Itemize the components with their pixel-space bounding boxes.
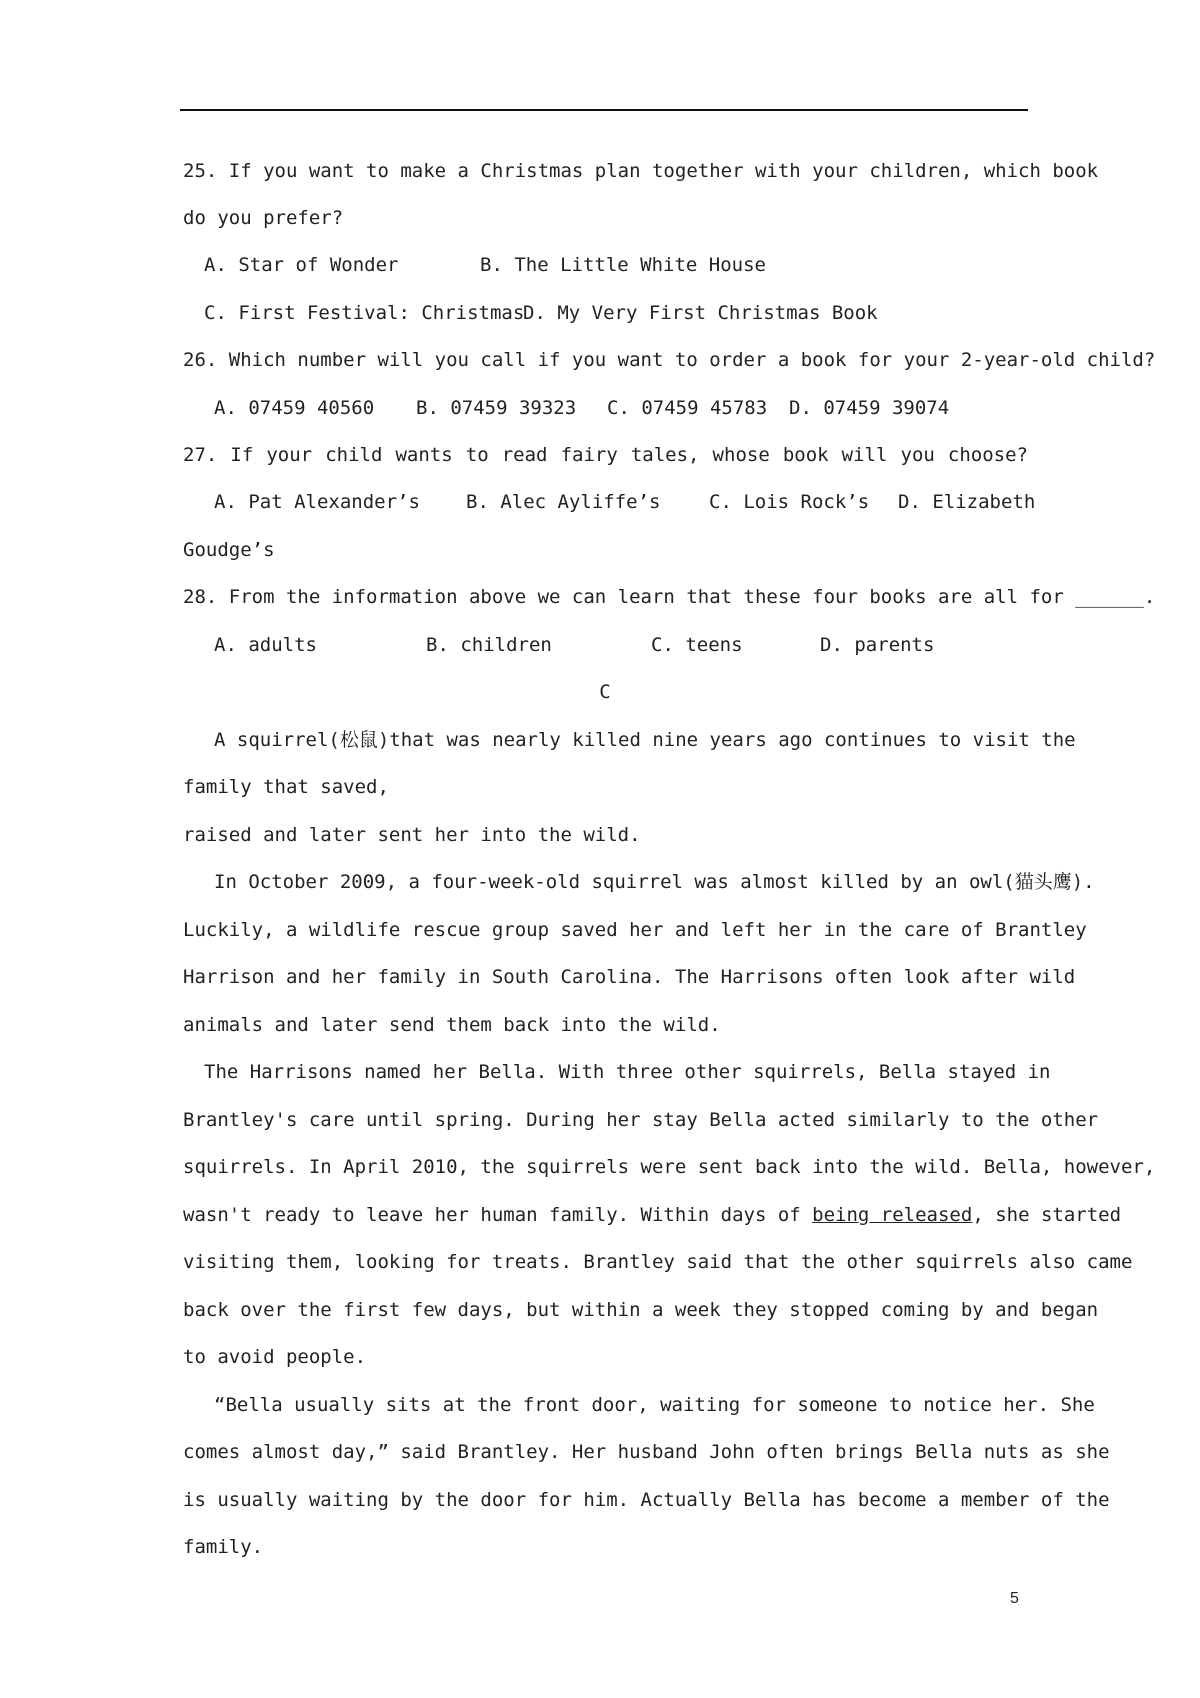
passage-p1-line3: raised and later sent her into the wild. [183,824,641,846]
q26-option-a: A. 07459 40560 [214,397,375,419]
q25-option-a: A. Star of Wonder [204,254,399,276]
passage-p3-line1: The Harrisons named her Bella. With three other squirrels, Bella stayed in [204,1061,1051,1083]
q25-stem-line1: 25. If you want to make a Christmas plan together with your children, which book [183,160,1099,182]
q28-stem: 28. From the information above we can learn that these four books are all for ______. [183,586,1156,608]
passage-p3-line4-start: wasn't ready to leave her human family. Within days of [183,1204,813,1226]
passage-p3-line7: to avoid people. [183,1346,367,1368]
q28-option-a: A. adults [214,634,317,656]
q27-option-d: D. Elizabeth [898,491,1036,513]
q25-option-c: C. First Festival: Christmas [204,302,525,324]
passage-p4-line3: is usually waiting by the door for him. Actually Bella has become a member of the [183,1489,1110,1511]
q26-stem: 26. Which number will you call if you want to order a book for your 2-year-old child? [183,349,1156,371]
q27-option-d-continued: Goudge’s [183,539,275,561]
passage-p3-line4-end: , she started [972,1204,1122,1226]
page-number: 5 [1010,1590,1019,1607]
passage-p1-line2: family that saved, [183,776,389,798]
passage-p3-line2: Brantley's care until spring. During her stay Bella acted similarly to the other [183,1109,1099,1131]
q28-option-d: D. parents [820,634,935,656]
underlined-phrase: being released [812,1204,973,1226]
q27-option-a: A. Pat Alexander’s [214,491,420,513]
passage-p3-line4 [183,1202,1122,1228]
passage-p3-line5: visiting them, looking for treats. Brantley said that the other squirrels also came [183,1251,1133,1273]
header-rule [180,109,1028,111]
passage-p2-line4: animals and later send them back into the wild. [183,1014,721,1036]
q27-stem: 27. If your child wants to read fairy tales, whose book will you choose? [183,444,1028,466]
passage-p2-line1: In October 2009, a four-week-old squirrel was almost killed by an owl(猫头鹰). [214,871,1095,893]
passage-p3-line3: squirrels. In April 2010, the squirrels were sent back into the wild. Bella, however, [183,1156,1156,1178]
q27-option-c: C. Lois Rock’s [709,491,870,513]
passage-p1-line1: A squirrel(松鼠)that was nearly killed nine years ago continues to visit the [214,729,1076,751]
q25-stem-line2: do you prefer? [183,207,344,229]
q25-option-d: D. My Very First Christmas Book [523,302,878,324]
q28-option-b: B. children [426,634,552,656]
passage-p4-line1: “Bella usually sits at the front door, waiting for someone to notice her. She [214,1394,1095,1416]
q25-option-b: B. The Little White House [480,254,766,276]
q28-option-c: C. teens [651,634,743,656]
section-heading: C [599,681,611,703]
q26-option-b: B. 07459 39323 [416,397,577,419]
q26-option-d: D. 07459 39074 [789,397,950,419]
passage-p4-line2: comes almost day,” said Brantley. Her husband John often brings Bella nuts as she [183,1441,1110,1463]
passage-p3-line6: back over the first few days, but within a week they stopped coming by and began [183,1299,1099,1321]
q27-option-b: B. Alec Ayliffe’s [466,491,661,513]
passage-p2-line2: Luckily, a wildlife rescue group saved her and left her in the care of Brantley [183,919,1087,941]
passage-p2-line3: Harrison and her family in South Carolina. The Harrisons often look after wild [183,966,1076,988]
q26-option-c: C. 07459 45783 [607,397,768,419]
passage-p4-line4: family. [183,1536,264,1558]
